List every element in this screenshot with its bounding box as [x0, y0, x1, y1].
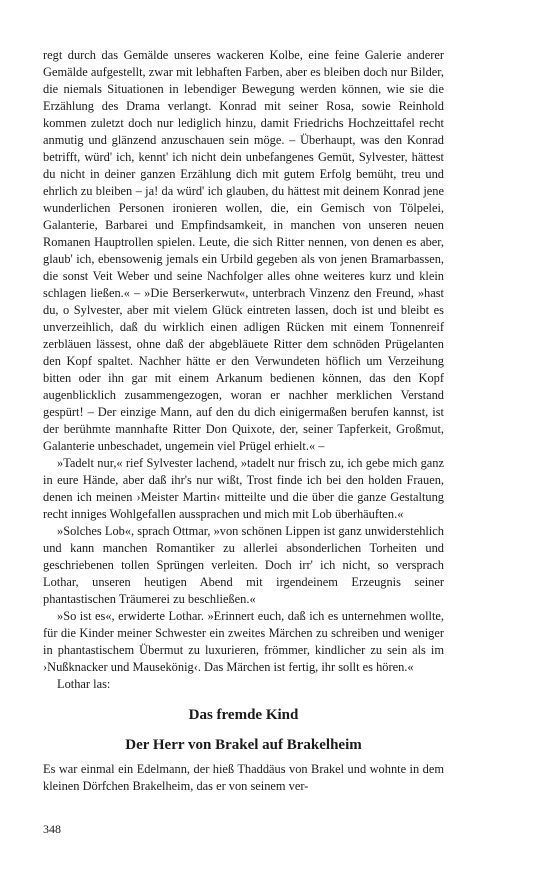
paragraph: »Tadelt nur,« rief Sylvester lachend, »tadelt nur frisch zu, ich gebe mich ganz in eure Hände, aber daß ihr's nur wißt, Trost finde ich bei den holden Frauen, denen ich meinen ›Meister Martin‹ mitteilte und die über die ganze Gestaltung recht inniges Wohlgefallen aussprachen und mich mit Lob überhäuften.«: [43, 456, 444, 521]
chapter-title: Das fremde Kind: [188, 707, 299, 723]
paragraph: regt durch das Gemälde unseres wackeren Kolbe, eine feine Galerie anderer Gemälde aufgestellt, zwar mit lebhaften Farben, aber es bleiben doch nur Bilder, die niemals Situationen in lebendiger Bewegung werden können, wie sie die Erzählung des Drama verlangt. Konrad mit seiner Rosa, sowie Reinhold kommen zuletzt doch nur lediglich hinzu, damit Friedrichs Hochzeittafel recht anmutig und glänzend anzuschauen sein möge. – Überhaupt, was den Konrad betrifft, würd' ich, kennt' ich nicht dein unbefangenes Gemüt, Sylvester, hättest du nicht in deiner ganzen Erzählung dich mit gutem Erfolg bemüht, treu und ehrlich zu bleiben – ja! da würd' ich glauben, du hättest mit deinem Konrad jene wunderlichen Personen ironieren wollen, die, ein Gemisch von Tölpelei, Galanterie, Barbarei und Empfindsamkeit, in manchen von unseren neuen Romanen Hauptrollen spielen. Leute, die sich Ritter nennen, von denen es aber, glaub' ich, ebensowenig jemals ein Urbild gegeben als von jenen Bramarbassen, die sonst Veit Weber und seine Nachfolger alles ohne weiteres kurz und klein schlagen ließen.« – »Die Berserkerwut«, unterbrach Vinzenz den Freund, »hast du, o Sylvester, aber mit vielem Glück eintreten lassen, doch ist und bleibt es unverzeihlich, daß du wirklich einen adligen Rücken mit einem Tonnenreif zerbläuen lässest, ohne daß der abgebläuete Ritter dem schnöden Prügelanten den Kopf spaltet. Nachher hätte er den Verwundeten höflich um Verzeihung bitten oder ihn gar mit einem Arkanum bedienen können, das den Kopf augenblicklich zusammengezogen, woran er nachher merklichen Verstand gespürt! – Der einzige Mann, auf den du dich einigermaßen berufen kannst, ist der berühmte mannhafte Ritter Don Quixote, der, seiner Tapferkeit, Großmut, Galanterie unbeschadet, ungemein viel Prügel erhielt.« –: [43, 48, 444, 453]
paragraph: »Solches Lob«, sprach Ottmar, »von schönen Lippen ist ganz unwiderstehlich und kann manchen Romantiker zu allerlei absonderlichen Torheiten und geschriebenen tollen Sprüngen verleiten. Doch irr' ich nicht, so versprach Lothar, unseren heutigen Abend mit irgendeinem Erzeugnis seiner phantastischen Träumerei zu beschließen.«: [43, 524, 444, 606]
paragraph: Lothar las:: [57, 677, 111, 691]
page-body: [43, 47, 444, 795]
page-number: 348: [43, 822, 61, 836]
paragraph: Es war einmal ein Edelmann, der hieß Thaddäus von Brakel und wohnte in dem kleinen Dörfchen Brakelheim, das er von seinem ver-: [43, 762, 444, 793]
paragraph: »So ist es«, erwiderte Lothar. »Erinnert euch, daß ich es unternehmen wollte, für die Kinder meiner Schwester ein zweites Märchen zu schreiben und weniger in phantastischem Übermut zu luxurieren, frömmer, kindlicher zu sein als im ›Nußknacker und Mausekönig‹. Das Märchen ist fertig, ihr sollt es hören.«: [43, 609, 444, 674]
chapter-subtitle: Der Herr von Brakel auf Brakelheim: [125, 737, 362, 753]
